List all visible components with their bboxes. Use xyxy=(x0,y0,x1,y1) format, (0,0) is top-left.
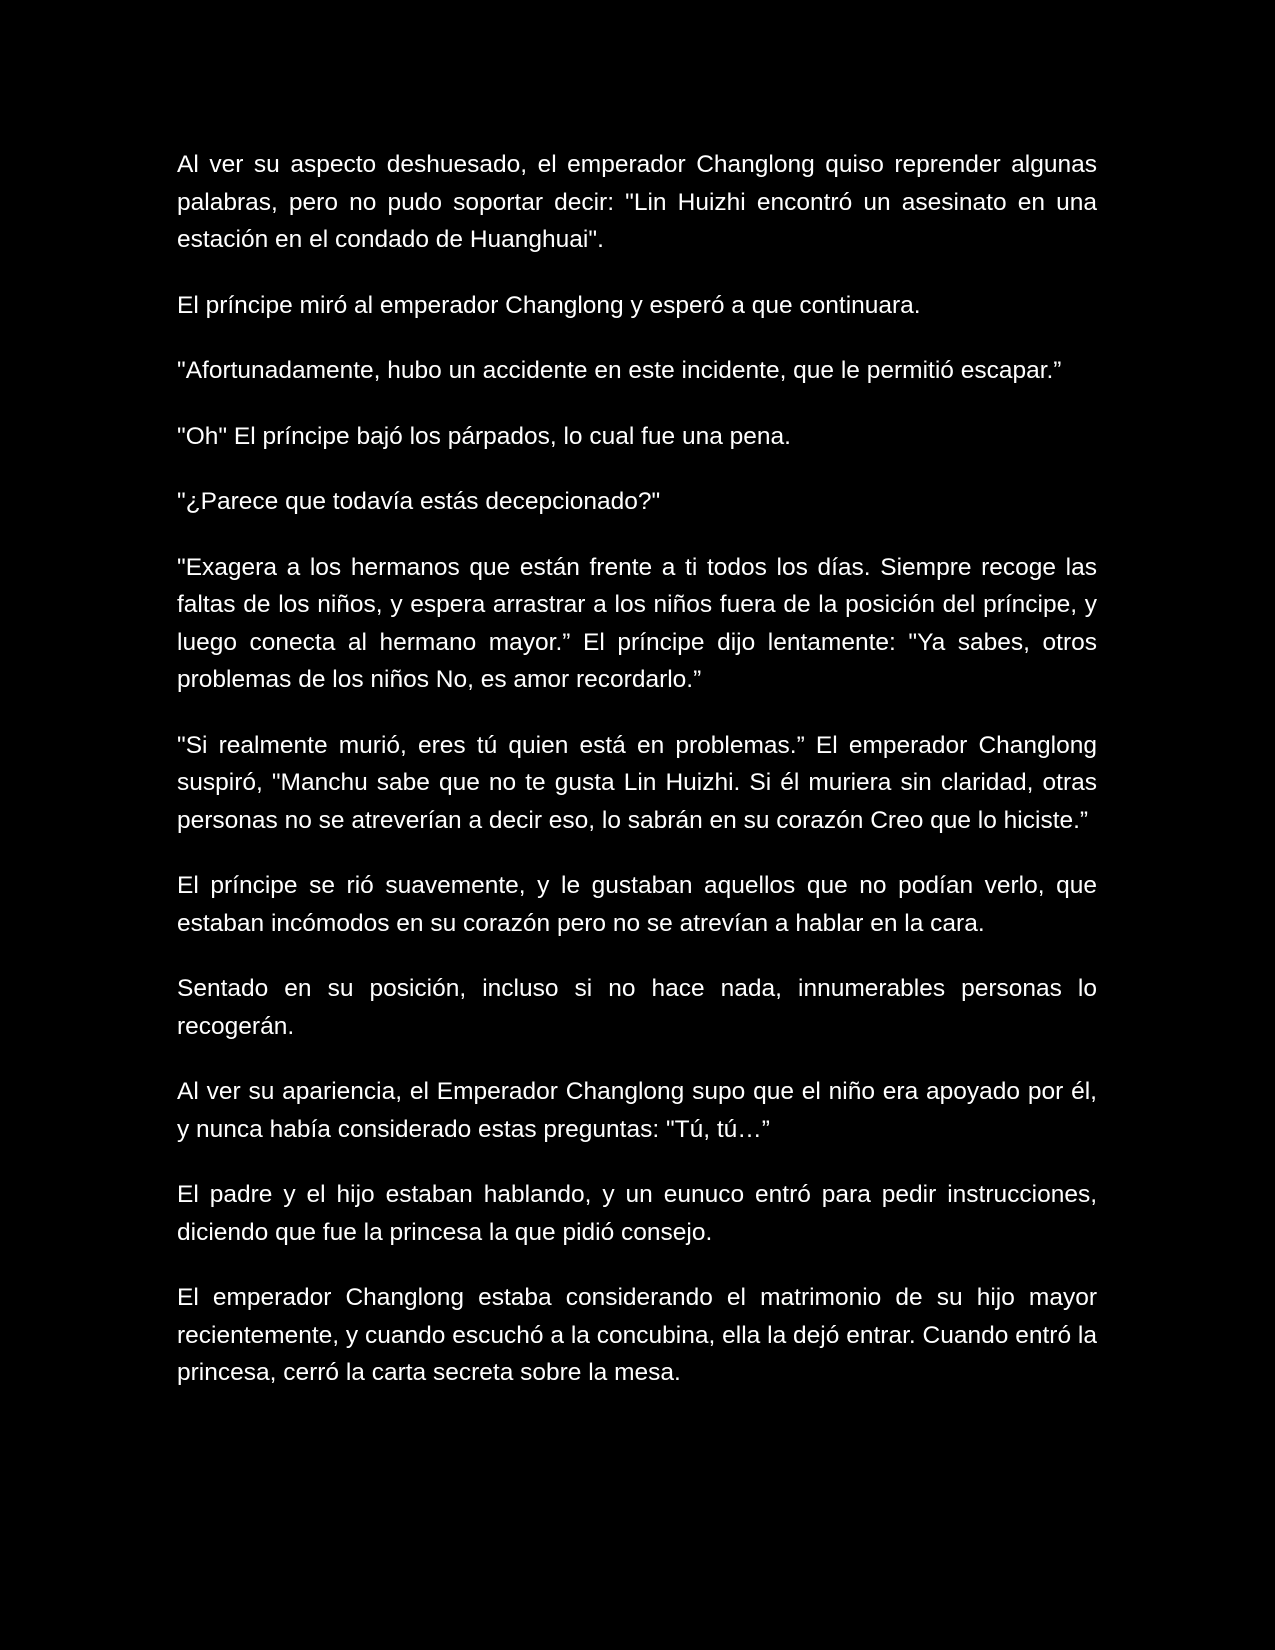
paragraph: El padre y el hijo estaban hablando, y un eunuco entró para pedir instrucciones, diciendo que fue la princesa la que pidió consejo. xyxy=(177,1181,1097,1246)
paragraph: "Si realmente murió, eres tú quien está en problemas.” El emperador Changlong suspiró, "Manchu sabe que no te gusta Lin Huizhi. Si él muriera sin claridad, otras personas no se atreverían a decir eso, lo sabrán en su corazón Creo que lo hiciste.” xyxy=(177,731,1097,834)
paragraph: "Afortunadamente, hubo un accidente en este incidente, que le permitió escapar.” xyxy=(177,357,1062,384)
paragraph: "Exagera a los hermanos que están frente a ti todos los días. Siempre recoge las faltas de los niños, y espera arrastrar a los niños fuera de la posición del príncipe, y luego conecta al hermano mayor.” El príncipe dijo lentamente: "Ya sabes, otros problemas de los niños No, es amor recordarlo.” xyxy=(177,553,1097,693)
paragraph: Al ver su aspecto deshuesado, el emperador Changlong quiso reprender algunas palabras, pero no pudo soportar decir: "Lin Huizhi encontró un asesinato en una estación en el condado de Huanghuai". xyxy=(177,151,1097,253)
paragraph: El príncipe se rió suavemente, y le gustaban aquellos que no podían verlo, que estaban incómodos en su corazón pero no se atrevían a hablar en la cara. xyxy=(177,872,1097,937)
paragraph: Sentado en su posición, incluso si no hace nada, innumerables personas lo recogerán. xyxy=(177,975,1097,1040)
paragraph: El príncipe miró al emperador Changlong y esperó a que continuara. xyxy=(177,291,921,319)
document-text-body xyxy=(177,146,1097,1420)
paragraph: "Oh" El príncipe bajó los párpados, lo cual fue una pena. xyxy=(177,422,791,450)
paragraph: El emperador Changlong estaba considerando el matrimonio de su hijo mayor recientemente, y cuando escuchó a la concubina, ella la dejó entrar. Cuando entró la princesa, cerró la carta secreta sobre la mesa. xyxy=(177,1284,1097,1386)
paragraph: Al ver su apariencia, el Emperador Changlong supo que el niño era apoyado por él, y nunca había considerado estas preguntas: "Tú, tú…” xyxy=(177,1078,1097,1143)
paragraph: "¿Parece que todavía estás decepcionado?" xyxy=(177,488,661,515)
